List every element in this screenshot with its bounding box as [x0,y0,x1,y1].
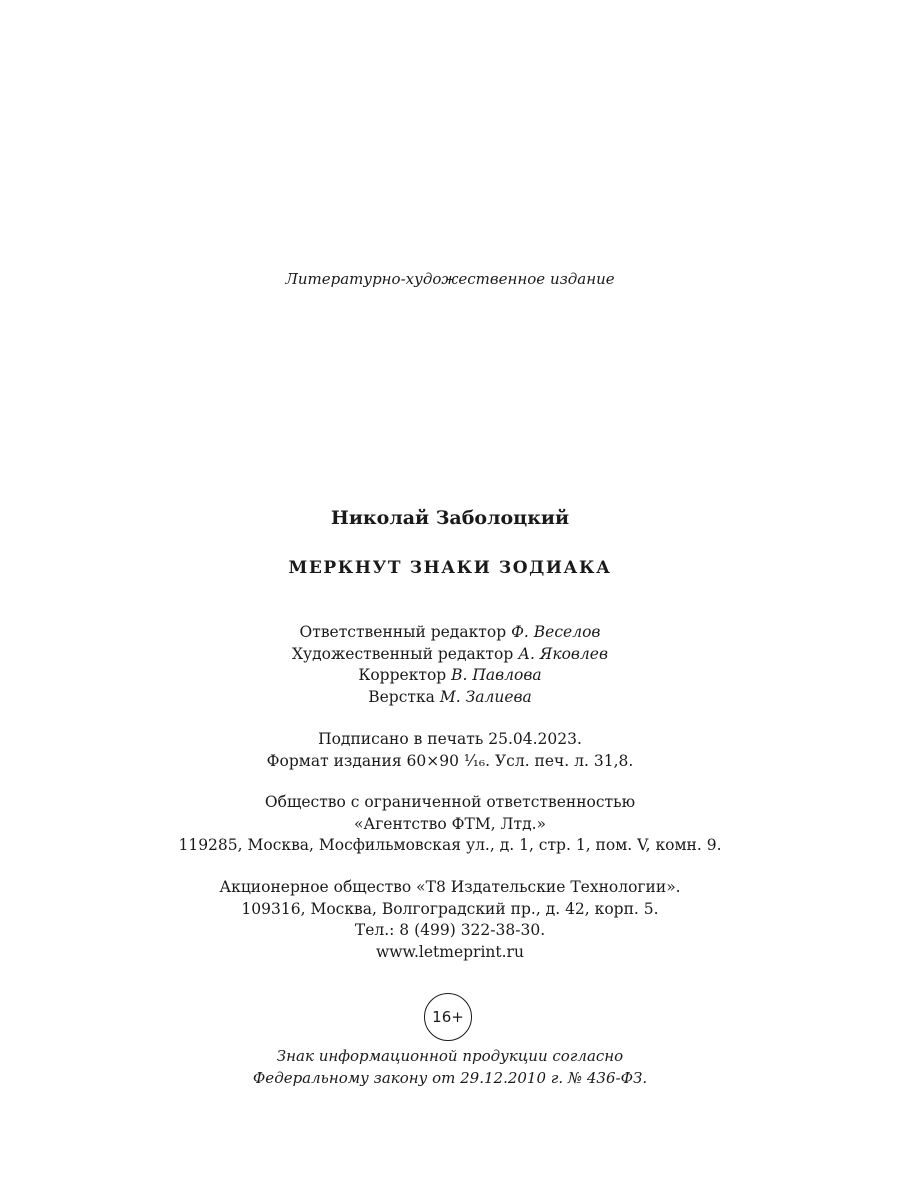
age-rating-label: 16+ [432,1008,464,1026]
credit-name: М. Залиева [439,687,532,706]
print-format: Формат издания 60×90 ¹⁄₁₆. Усл. печ. л. 31,8. [266,751,634,770]
credits-block [0,622,900,708]
publisher-block [0,792,900,857]
publisher-type: Общество с ограниченной ответственностью [264,793,636,811]
credit-role: Верстка [368,687,435,706]
credit-line-layout [0,687,900,709]
author-name: Николай Заболоцкий [330,507,570,529]
law-note-line-1: Знак информационной продукции согласно [276,1047,624,1065]
print-info-block [0,729,900,772]
credit-role: Ответственный редактор [299,623,507,641]
printer-block [0,877,900,963]
printer-address: 109316, Москва, Волгоградский пр., д. 42, корп. 5. [241,899,659,918]
signed-to-print: Подписано в печать 25.04.2023. [318,730,582,748]
edition-type: Литературно-художественное издание [285,270,615,288]
printer-phone: Тел.: 8 (499) 322-38-30. [354,921,546,939]
credit-role: Корректор [358,666,447,684]
credit-name: В. Павлова [451,666,542,684]
publisher-address: 119285, Москва, Мосфильмовская ул., д. 1, стр. 1, пом. V, комн. 9. [178,836,722,854]
credit-line-art-editor [0,644,900,666]
printer-name: Акционерное общество «Т8 Издательские Технологии». [219,878,681,896]
publisher-name: «Агентство ФТМ, Лтд.» [353,814,547,833]
credit-name: А. Яковлев [518,644,608,663]
law-note [0,1046,900,1089]
credit-line-chief-editor [0,622,900,644]
credit-line-proofreader [0,665,900,687]
book-title: МЕРКНУТ ЗНАКИ ЗОДИАКА [288,558,612,578]
credit-role: Художественный редактор [291,644,514,663]
law-note-line-2: Федеральному закону от 29.12.2010 г. № 436-ФЗ. [252,1068,648,1087]
credit-name: Ф. Веселов [511,623,601,641]
age-rating-badge [424,993,472,1041]
printer-website: www.letmeprint.ru [376,942,524,961]
